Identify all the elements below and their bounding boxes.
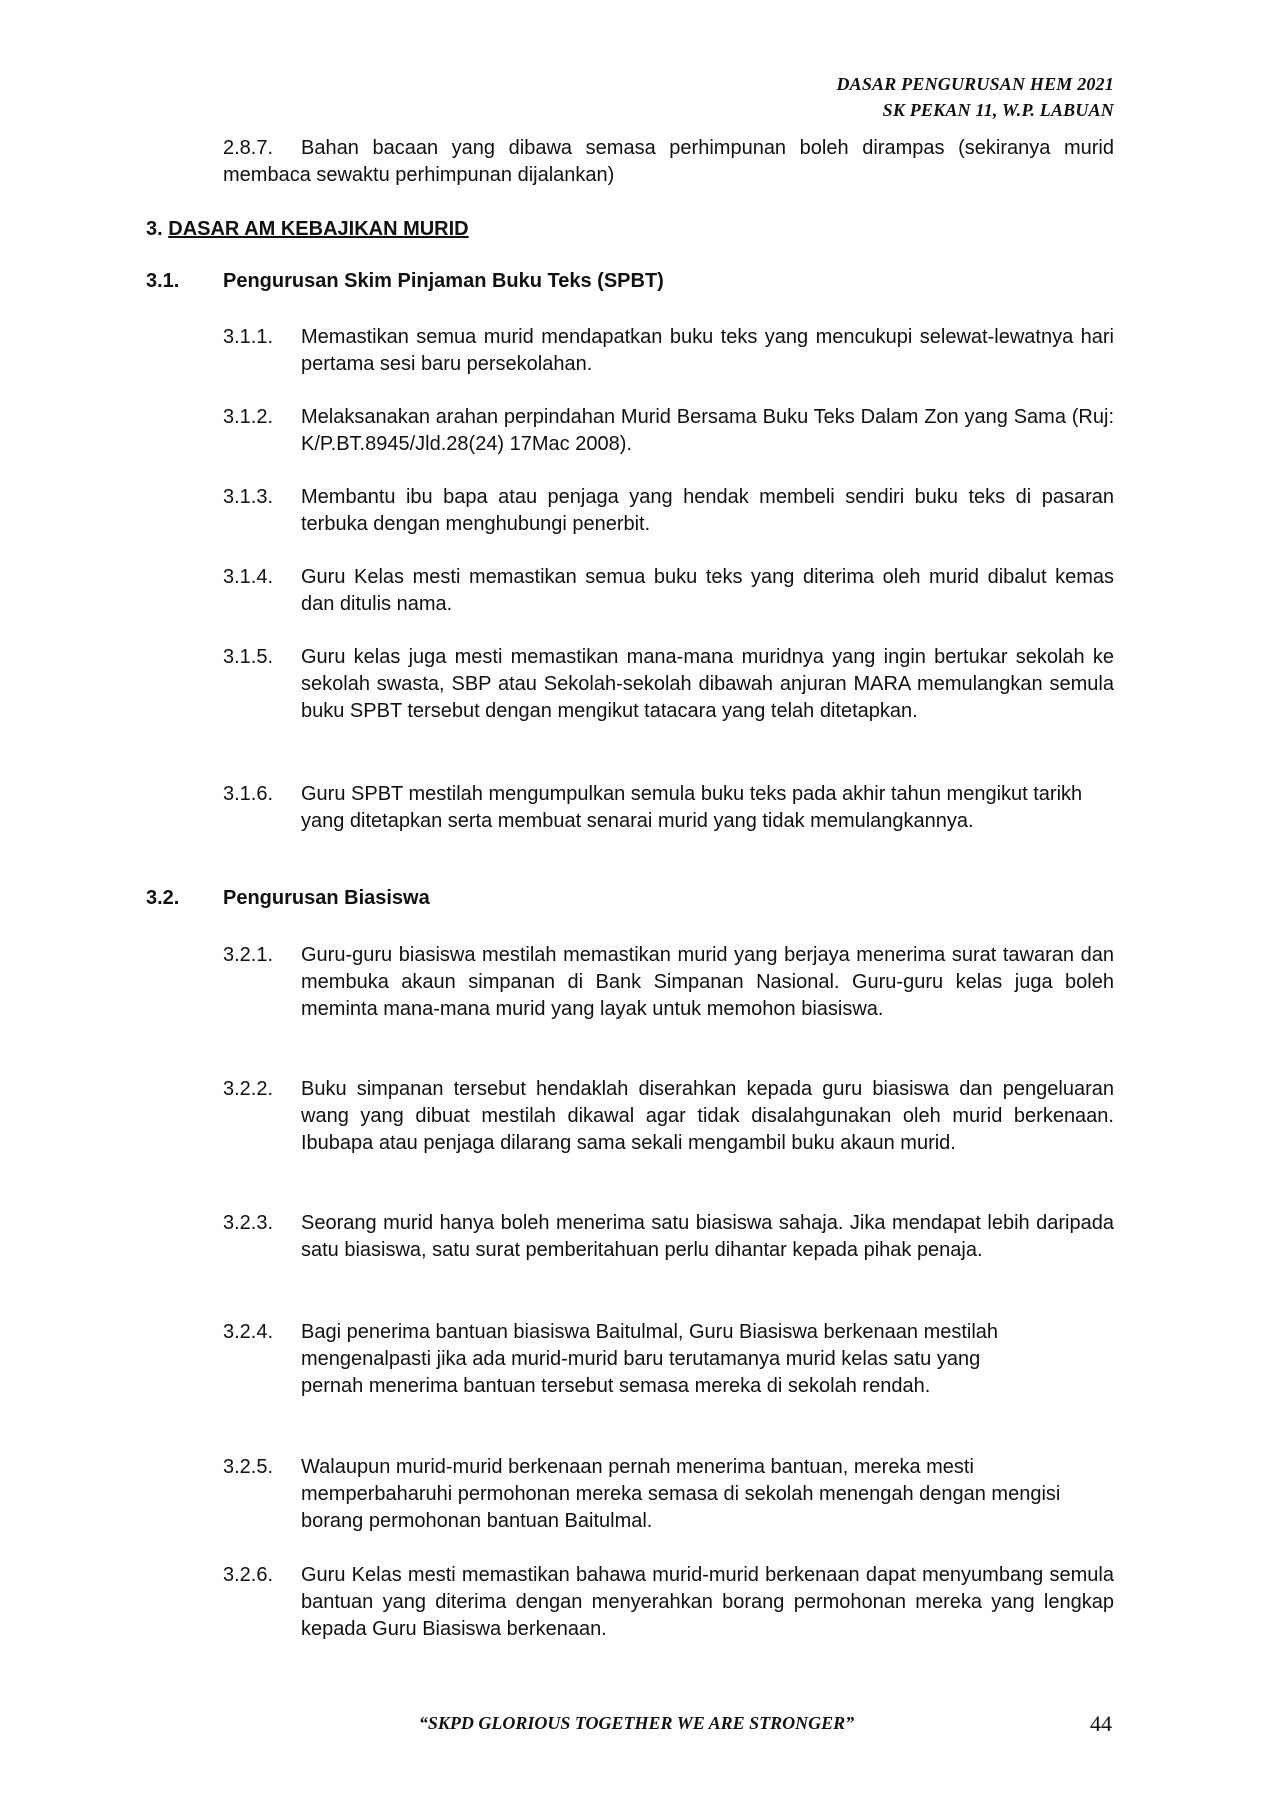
footer-motto: “SKPD GLORIOUS TOGETHER WE ARE STRONGER”	[418, 1713, 855, 1733]
item-text: Guru kelas juga mesti memastikan mana-mana muridnya yang ingin bertukar sekolah ke sekolah swasta, SBP atau Sekolah-sekolah dibawah anjuran MARA memulangkan semula buku SPBT tersebut dengan mengikut tatacara yang telah ditetapkan.	[301, 646, 1114, 722]
item-text: Guru Kelas mesti memastikan bahawa murid-murid berkenaan dapat menyumbang semula bantuan yang diterima dengan menyerahkan borang permohonan mereka yang lengkap kepada Guru Biasiswa berkenaan.	[301, 1564, 1114, 1640]
item-number: 3.1.4.	[223, 566, 274, 588]
item-number: 3.1.5.	[223, 646, 274, 668]
item-number: 3.2.4.	[223, 1321, 274, 1343]
section-title: DASAR AM KEBAJIKAN MURID	[168, 218, 469, 240]
list-item	[223, 404, 1114, 458]
item-text: Guru-guru biasiswa mestilah memastikan murid yang berjaya menerima surat tawaran dan membuka akaun simpanan di Bank Simpanan Nasional. Guru-guru kelas juga boleh meminta mana-mana murid yang layak untuk memohon biasiswa.	[301, 944, 1114, 1020]
item-text: Melaksanakan arahan perpindahan Murid Bersama Buku Teks Dalam Zon yang Sama (Ruj: K/P.BT.8945/Jld.28(24) 17Mac 2008).	[301, 406, 1114, 455]
item-text: Membantu ibu bapa atau penjaga yang hendak membeli sendiri buku teks di pasaran terbuka dengan menghubungi penerbit.	[301, 486, 1114, 535]
list-item	[223, 1319, 1043, 1400]
list-item	[223, 324, 1114, 378]
item-number: 2.8.7.	[223, 137, 274, 159]
list-item	[223, 644, 1114, 725]
item-text: Walaupun murid-murid berkenaan pernah menerima bantuan, mereka mesti memperbaharuhi permohonan mereka semasa di sekolah menengah dengan mengisi borang permohonan bantuan Baitulmal.	[301, 1456, 1061, 1532]
item-number: 3.1.3.	[223, 486, 274, 508]
list-item	[223, 1210, 1114, 1264]
item-text: Guru Kelas mesti memastikan semua buku teks yang diterima oleh murid dibalut kemas dan ditulis nama.	[301, 566, 1114, 615]
subsection-number: 3.2.	[146, 887, 180, 909]
header-title: DASAR PENGURUSAN HEM 2021	[836, 74, 1114, 94]
item-number: 3.2.3.	[223, 1212, 274, 1234]
section-heading	[146, 216, 469, 243]
item-number: 3.2.5.	[223, 1456, 274, 1478]
list-item	[223, 942, 1114, 1023]
subsection-title: Pengurusan Biasiswa	[223, 887, 430, 909]
list-item	[223, 484, 1114, 538]
item-number: 3.2.6.	[223, 1564, 274, 1586]
list-item	[223, 1562, 1114, 1643]
item-text: Guru SPBT mestilah mengumpulkan semula buku teks pada akhir tahun mengikut tarikh yang ditetapkan serta membuat senarai murid yang tidak memulangkannya.	[301, 783, 1083, 832]
item-number: 3.2.2.	[223, 1078, 274, 1100]
item-text: Bahan bacaan yang dibawa semasa perhimpunan boleh dirampas (sekiranya murid membaca sewaktu perhimpunan dijalankan)	[223, 137, 1114, 186]
item-number: 3.1.1.	[223, 326, 274, 348]
item-number: 3.2.1.	[223, 944, 274, 966]
item-text: Bagi penerima bantuan biasiswa Baitulmal, Guru Biasiswa berkenaan mestilah mengenalpasti jika ada murid-murid baru terutamanya murid kelas satu yang pernah menerima bantuan tersebut semasa mereka di sekolah rendah.	[301, 1321, 999, 1397]
list-item	[223, 564, 1114, 618]
subsection-title: Pengurusan Skim Pinjaman Buku Teks (SPBT)	[223, 270, 664, 292]
subsection-number: 3.1.	[146, 270, 180, 292]
list-item	[223, 1454, 1114, 1535]
carryover-item	[223, 135, 1114, 189]
subsection-heading-biasiswa	[146, 885, 430, 912]
page-number: 44	[1090, 1711, 1112, 1736]
item-number: 3.1.2.	[223, 406, 274, 428]
item-text: Seorang murid hanya boleh menerima satu biasiswa sahaja. Jika mendapat lebih daripada satu biasiswa, satu surat pemberitahuan perlu dihantar kepada pihak penaja.	[301, 1212, 1114, 1261]
header-school: SK PEKAN 11, W.P. LABUAN	[882, 100, 1114, 120]
item-number: 3.1.6.	[223, 783, 274, 805]
list-item	[223, 1076, 1114, 1157]
section-number: 3.	[146, 218, 163, 240]
item-text: Buku simpanan tersebut hendaklah diserahkan kepada guru biasiswa dan pengeluaran wang yang dibuat mestilah dikawal agar tidak disalahgunakan oleh murid berkenaan. Ibubapa atau penjaga dilarang sama sekali mengambil buku akaun murid.	[301, 1078, 1114, 1154]
subsection-heading-spbt	[146, 268, 664, 295]
item-text: Memastikan semua murid mendapatkan buku teks yang mencukupi selewat-lewatnya hari pertama sesi baru persekolahan.	[301, 326, 1114, 375]
list-item	[223, 781, 1114, 835]
